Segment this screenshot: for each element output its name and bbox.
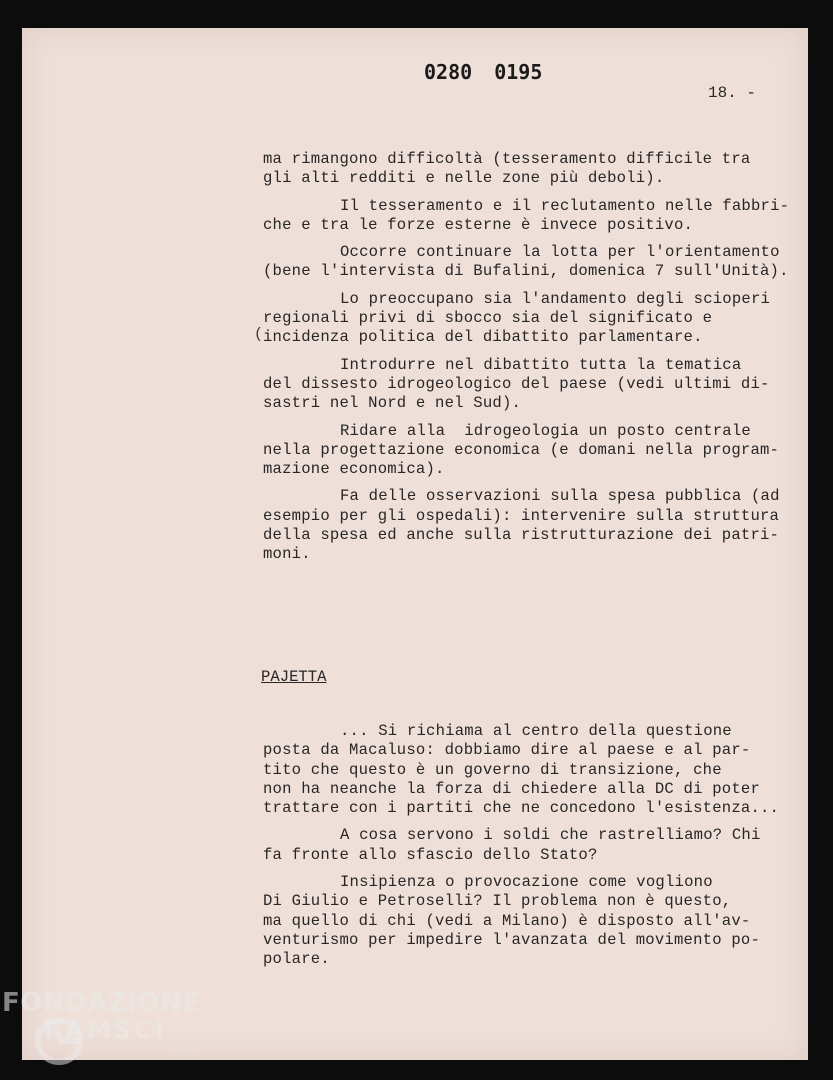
watermark-line-3: onlus bbox=[170, 1040, 200, 1053]
text-line: Insipienza o provocazione come vogliono bbox=[340, 873, 713, 892]
text-line: Introdurre nel dibattito tutta la tematica bbox=[340, 355, 742, 374]
text-line: mazione economica). bbox=[263, 460, 445, 479]
text-section-1 bbox=[263, 150, 793, 565]
text-line: (bene l'intervista di Bufalini, domenica 7 sull'Unità). bbox=[263, 262, 789, 281]
speaker-heading: PAJETTA bbox=[261, 668, 327, 686]
text-line: gli alti redditi e nelle zone più deboli). bbox=[263, 169, 665, 188]
text-line: non ha neanche la forza di chiedere alla DC di poter bbox=[263, 779, 761, 798]
text-line: polare. bbox=[263, 950, 330, 969]
page-number: 18. - bbox=[708, 84, 757, 102]
text-line: A cosa servono i soldi che rastrelliamo? Chi bbox=[340, 826, 761, 845]
foundation-watermark bbox=[2, 988, 200, 1053]
text-line: venturismo per impedire l'avanzata del movimento po- bbox=[263, 930, 761, 949]
text-section-2 bbox=[263, 722, 793, 970]
text-line: tito che questo è un governo di transizione, che bbox=[263, 760, 722, 779]
text-line: che e tra le forze esterne è invece positivo. bbox=[263, 215, 694, 234]
text-line: della spesa ed anche sulla ristrutturazione dei patri- bbox=[263, 526, 780, 545]
text-line: ma rimangono difficoltà (tesseramento difficile tra bbox=[263, 150, 751, 168]
text-line: regionali privi di sbocco sia del significato e bbox=[263, 309, 713, 328]
text-line: Di Giulio e Petroselli? Il problema non è questo, bbox=[263, 892, 732, 911]
text-line: moni. bbox=[263, 545, 311, 564]
text-line: nella progettazione economica (e domani nella program- bbox=[263, 440, 780, 459]
text-line: Occorre continuare la lotta per l'orientamento bbox=[340, 243, 780, 262]
text-line: ... Si richiama al centro della questione bbox=[340, 722, 732, 740]
text-line: Fa delle osservazioni sulla spesa pubblica (ad bbox=[340, 487, 780, 506]
text-line: fa fronte allo sfascio dello Stato? bbox=[263, 845, 598, 864]
margin-mark: ( bbox=[254, 326, 264, 343]
text-line: Il tesseramento e il reclutamento nelle fabbri- bbox=[340, 196, 790, 215]
watermark-line-1: FONDAZIONE bbox=[2, 988, 201, 1018]
text-line: trattare con i partiti che ne concedono l'esistenza... bbox=[263, 799, 780, 818]
text-line: del dissesto idrogeologico del paese (vedi ultimi di- bbox=[263, 374, 770, 393]
text-line: Ridare alla idrogeologia un posto centrale bbox=[340, 421, 751, 440]
text-line: sastri nel Nord e nel Sud). bbox=[263, 394, 522, 413]
archive-stamp: 0280 0195 bbox=[424, 60, 543, 84]
text-line: posta da Macaluso: dobbiamo dire al paese e al par- bbox=[263, 741, 751, 760]
text-line: esempio per gli ospedali): intervenire sulla struttura bbox=[263, 506, 780, 525]
text-line: ma quello di chi (vedi a Milano) è disposto all'av- bbox=[263, 911, 751, 930]
text-line: Lo preoccupano sia l'andamento degli scioperi bbox=[340, 289, 771, 308]
text-line: incidenza politica del dibattito parlamentare. bbox=[263, 328, 703, 347]
watermark-line-2: RAMSCI bbox=[44, 1016, 167, 1044]
